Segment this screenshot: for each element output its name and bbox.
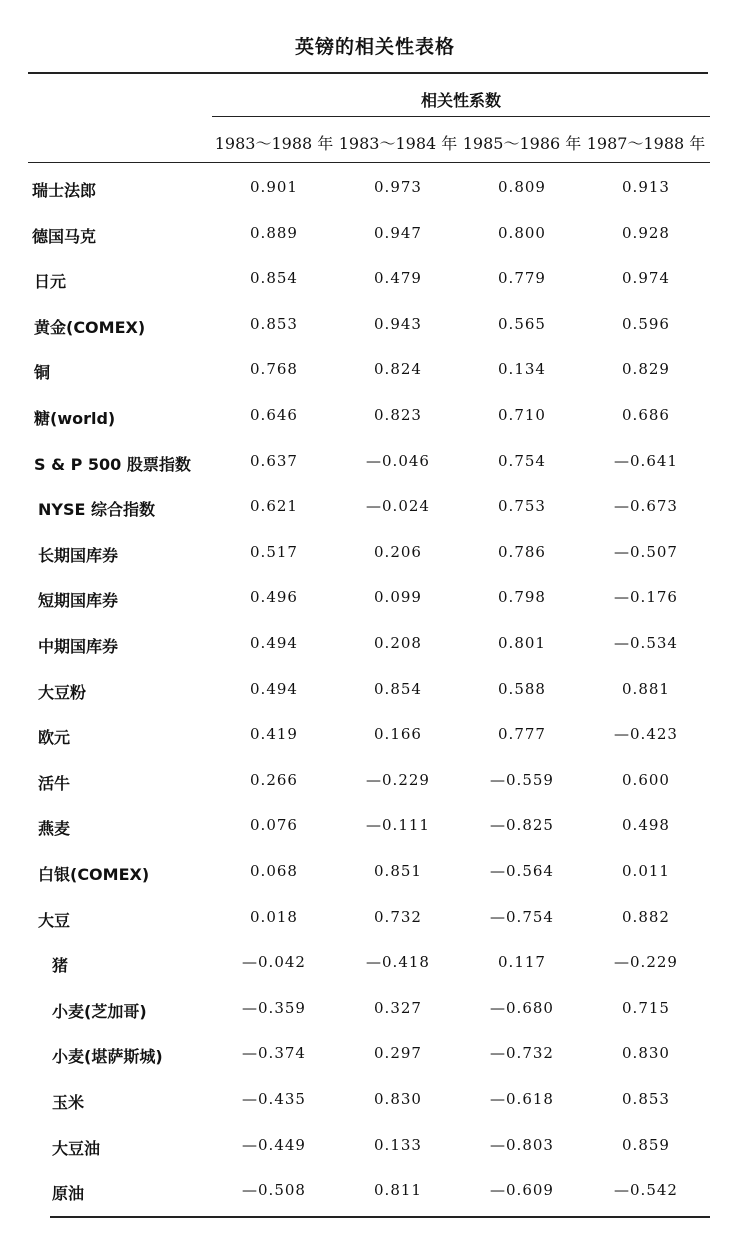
table-row xyxy=(0,634,750,674)
row-label: 小麦(芝加哥) xyxy=(52,1002,147,1021)
correlation-value: 0.824 xyxy=(374,360,422,378)
correlation-value: 0.715 xyxy=(622,999,670,1017)
row-label: 糖(world) xyxy=(34,409,116,428)
correlation-value: 0.853 xyxy=(622,1090,670,1108)
correlation-value: 0.786 xyxy=(498,543,546,561)
row-label: 德国马克 xyxy=(32,227,97,246)
correlation-value: 0.498 xyxy=(622,816,670,834)
correlation-value: 0.859 xyxy=(622,1136,670,1154)
correlation-value: —0.418 xyxy=(366,953,430,971)
correlation-value: —0.042 xyxy=(242,953,306,971)
correlation-value: 0.297 xyxy=(374,1044,422,1062)
group-header-rule xyxy=(212,116,710,117)
row-label: 白银(COMEX) xyxy=(38,865,150,884)
correlation-value: —0.449 xyxy=(242,1136,306,1154)
correlation-value: 0.206 xyxy=(374,543,422,561)
correlation-value: 0.600 xyxy=(622,771,670,789)
correlation-value: —0.423 xyxy=(614,725,678,743)
correlation-value: —0.542 xyxy=(614,1181,678,1199)
table-row xyxy=(0,953,750,993)
correlation-value: 0.973 xyxy=(374,178,422,196)
row-label: 玉米 xyxy=(52,1093,85,1112)
column-header-1987-1988: 1987～1988 年 xyxy=(586,134,706,153)
correlation-value: —0.507 xyxy=(614,543,678,561)
correlation-value: —0.176 xyxy=(614,588,678,606)
correlation-value: 0.076 xyxy=(250,816,298,834)
row-label: 燕麦 xyxy=(38,819,71,838)
correlation-value: 0.829 xyxy=(622,360,670,378)
correlation-value: 0.099 xyxy=(374,588,422,606)
row-label: 黄金(COMEX) xyxy=(34,318,146,337)
correlation-value: 0.801 xyxy=(498,634,546,652)
column-header-1983-1988: 1983～1988 年 xyxy=(214,134,334,153)
correlation-value: 0.943 xyxy=(374,315,422,333)
correlation-value: —0.229 xyxy=(366,771,430,789)
bottom-rule xyxy=(50,1216,710,1218)
row-label: 原油 xyxy=(52,1184,85,1203)
correlation-value: 0.588 xyxy=(498,680,546,698)
table-row xyxy=(0,406,750,446)
table-row xyxy=(0,908,750,948)
correlation-value: 0.166 xyxy=(374,725,422,743)
correlation-value: 0.882 xyxy=(622,908,670,926)
correlation-value: 0.753 xyxy=(498,497,546,515)
correlation-value: 0.710 xyxy=(498,406,546,424)
correlation-value: 0.881 xyxy=(622,680,670,698)
table-row xyxy=(0,1090,750,1130)
correlation-value: —0.046 xyxy=(366,452,430,470)
correlation-value: 0.754 xyxy=(498,452,546,470)
correlation-value: 0.637 xyxy=(250,452,298,470)
correlation-value: 0.811 xyxy=(374,1181,422,1199)
correlation-value: —0.229 xyxy=(614,953,678,971)
correlation-value: —0.641 xyxy=(614,452,678,470)
table-row xyxy=(0,269,750,309)
correlation-value: —0.825 xyxy=(490,816,554,834)
correlation-value: 0.621 xyxy=(250,497,298,515)
correlation-value: 0.517 xyxy=(250,543,298,561)
table-row xyxy=(0,497,750,537)
correlation-value: 0.646 xyxy=(250,406,298,424)
correlation-value: 0.854 xyxy=(250,269,298,287)
correlation-value: 0.800 xyxy=(498,224,546,242)
row-label: 瑞士法郎 xyxy=(32,181,97,200)
correlation-value: 0.928 xyxy=(622,224,670,242)
correlation-value: —0.680 xyxy=(490,999,554,1017)
table-row xyxy=(0,315,750,355)
correlation-value: —0.732 xyxy=(490,1044,554,1062)
correlation-value: 0.732 xyxy=(374,908,422,926)
correlation-value: 0.851 xyxy=(374,862,422,880)
row-label: NYSE 综合指数 xyxy=(38,500,156,519)
correlation-value: —0.508 xyxy=(242,1181,306,1199)
correlation-value: 0.494 xyxy=(250,634,298,652)
correlation-value: 0.596 xyxy=(622,315,670,333)
correlation-value: —0.803 xyxy=(490,1136,554,1154)
correlation-value: —0.754 xyxy=(490,908,554,926)
row-label: 欧元 xyxy=(38,728,71,747)
correlation-value: 0.686 xyxy=(622,406,670,424)
table-row xyxy=(0,1181,750,1221)
correlation-value: 0.496 xyxy=(250,588,298,606)
table-row xyxy=(0,1136,750,1176)
row-label: 短期国库券 xyxy=(38,591,119,610)
correlation-value: —0.534 xyxy=(614,634,678,652)
group-header: 相关性系数 xyxy=(420,91,501,110)
row-label: 活牛 xyxy=(38,774,71,793)
correlation-value: —0.024 xyxy=(366,497,430,515)
correlation-value: 0.889 xyxy=(250,224,298,242)
row-label: S & P 500 股票指数 xyxy=(34,455,191,474)
row-label: 小麦(堪萨斯城) xyxy=(52,1047,163,1066)
correlation-value: 0.974 xyxy=(622,269,670,287)
correlation-value: —0.111 xyxy=(366,816,430,834)
correlation-value: 0.208 xyxy=(374,634,422,652)
table-title: 英镑的相关性表格 xyxy=(294,36,455,58)
correlation-value: 0.133 xyxy=(374,1136,422,1154)
correlation-value: —0.564 xyxy=(490,862,554,880)
correlation-value: 0.853 xyxy=(250,315,298,333)
correlation-value: 0.266 xyxy=(250,771,298,789)
table-row xyxy=(0,862,750,902)
table-row xyxy=(0,543,750,583)
correlation-value: 0.565 xyxy=(498,315,546,333)
correlation-value: 0.830 xyxy=(622,1044,670,1062)
correlation-value: 0.798 xyxy=(498,588,546,606)
correlation-value: 0.777 xyxy=(498,725,546,743)
row-label: 日元 xyxy=(34,272,67,291)
table-row xyxy=(0,999,750,1039)
correlation-value: —0.359 xyxy=(242,999,306,1017)
correlation-value: —0.609 xyxy=(490,1181,554,1199)
row-label: 中期国库券 xyxy=(38,637,119,656)
correlation-value: —0.618 xyxy=(490,1090,554,1108)
row-label: 长期国库券 xyxy=(38,546,119,565)
header-rule xyxy=(28,162,710,163)
correlation-value: 0.011 xyxy=(622,862,670,880)
table-row xyxy=(0,588,750,628)
correlation-value: 0.901 xyxy=(250,178,298,196)
correlation-value: —0.435 xyxy=(242,1090,306,1108)
correlation-value: 0.947 xyxy=(374,224,422,242)
row-label: 猪 xyxy=(52,956,69,975)
correlation-value: 0.419 xyxy=(250,725,298,743)
row-label: 大豆油 xyxy=(52,1139,101,1158)
correlation-value: 0.068 xyxy=(250,862,298,880)
row-label: 大豆粉 xyxy=(38,683,87,702)
correlation-value: 0.854 xyxy=(374,680,422,698)
table-row xyxy=(0,1044,750,1084)
table-row xyxy=(0,224,750,264)
table-row xyxy=(0,680,750,720)
correlation-value: 0.134 xyxy=(498,360,546,378)
table-row xyxy=(0,816,750,856)
correlation-value: —0.559 xyxy=(490,771,554,789)
correlation-value: —0.374 xyxy=(242,1044,306,1062)
correlation-value: 0.479 xyxy=(374,269,422,287)
correlation-value: 0.018 xyxy=(250,908,298,926)
top-rule xyxy=(28,72,708,74)
correlation-value: 0.830 xyxy=(374,1090,422,1108)
column-header-1985-1986: 1985～1986 年 xyxy=(462,134,582,153)
correlation-value: 0.494 xyxy=(250,680,298,698)
correlation-value: 0.779 xyxy=(498,269,546,287)
correlation-value: 0.117 xyxy=(498,953,546,971)
row-label: 铜 xyxy=(34,363,51,382)
table-row xyxy=(0,360,750,400)
row-label: 大豆 xyxy=(38,911,71,930)
correlation-value: 0.768 xyxy=(250,360,298,378)
table-row xyxy=(0,452,750,492)
correlation-value: 0.823 xyxy=(374,406,422,424)
table-row xyxy=(0,771,750,811)
table-row xyxy=(0,725,750,765)
table-row xyxy=(0,178,750,218)
correlation-value: 0.327 xyxy=(374,999,422,1017)
column-header-1983-1984: 1983～1984 年 xyxy=(338,134,458,153)
correlation-value: 0.809 xyxy=(498,178,546,196)
correlation-value: 0.913 xyxy=(622,178,670,196)
correlation-value: —0.673 xyxy=(614,497,678,515)
